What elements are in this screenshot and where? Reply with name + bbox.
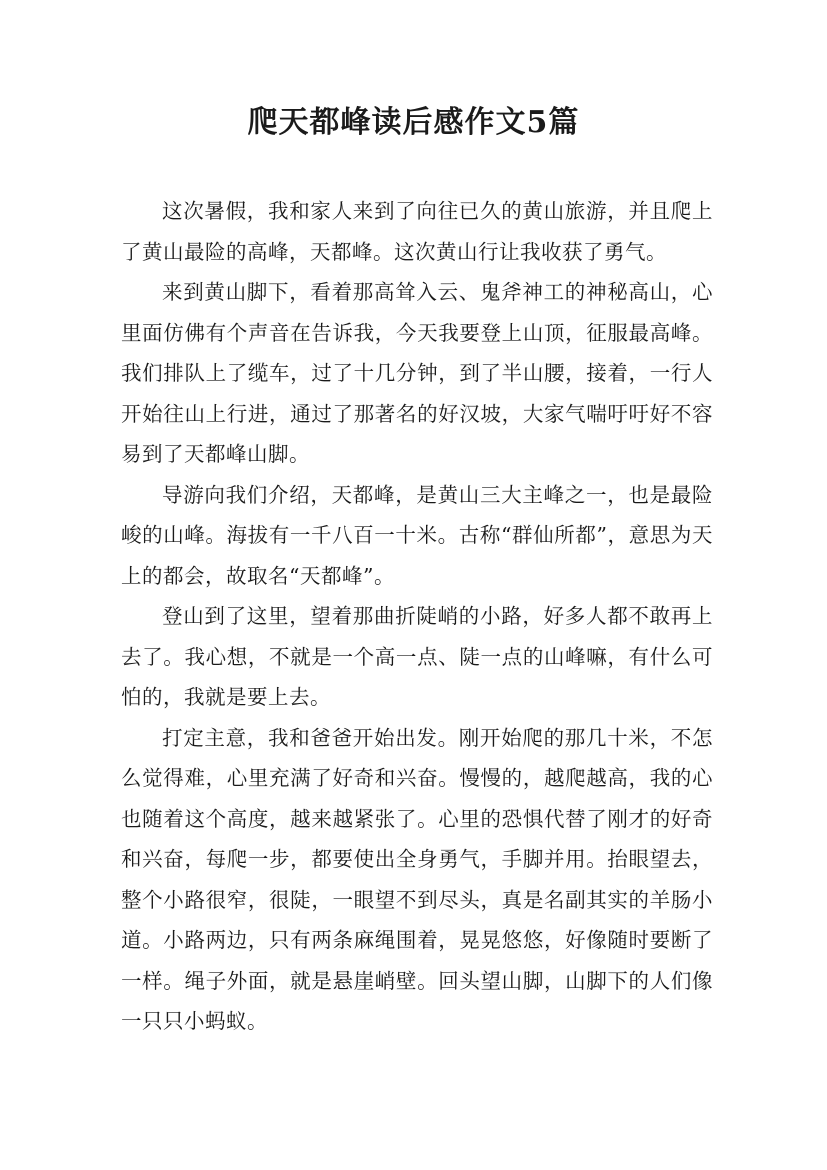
paragraph-1: 这次暑假，我和家人来到了向往已久的黄山旅游，并且爬上了黄山最险的高峰，天都峰。这次黄山行让我收获了勇气。 [121,199,713,264]
paragraph-5: 打定主意，我和爸爸开始出发。刚开始爬的那几十米，不怎么觉得难，心里充满了好奇和兴奋。慢慢的，越爬越高，我的心也随着这个高度，越来越紧张了。心里的恐惧代替了刚才的好奇和兴奋，每爬一步，都要使出全身勇气，手脚并用。抬眼望去，整个小路很窄，很陡，一眼望不到尽头，真是名副其实的羊肠小道。小路两边，只有两条麻绳围着，晃晃悠悠，好像随时要断了一样。绳子外面，就是悬崖峭壁。回头望山脚，山脚下的人们像一只只小蚂蚁。 [121,725,713,1033]
paragraph-4: 登山到了这里，望着那曲折陡峭的小路，好多人都不敢再上去了。我心想，不就是一个高一点、陡一点的山峰嘛，有什么可怕的，我就是要上去。 [121,604,713,709]
paragraph-2: 来到黄山脚下，看着那高耸入云、鬼斧神工的神秘高山，心里面仿佛有个声音在告诉我，今天我要登上山顶，征服最高峰。我们排队上了缆车，过了十几分钟，到了半山腰，接着，一行人开始往山上行进，通过了那著名的好汉坡，大家气喘吁吁好不容易到了天都峰山脚。 [121,280,713,466]
document-body [121,191,713,1042]
paragraph-3: 导游向我们介绍，天都峰，是黄山三大主峰之一，也是最险峻的山峰。海拔有一千八百一十米。古称“群仙所都”，意思为天上的都会，故取名“天都峰”。 [121,482,713,588]
document-title: 爬天都峰读后感作文5篇 [247,105,580,140]
